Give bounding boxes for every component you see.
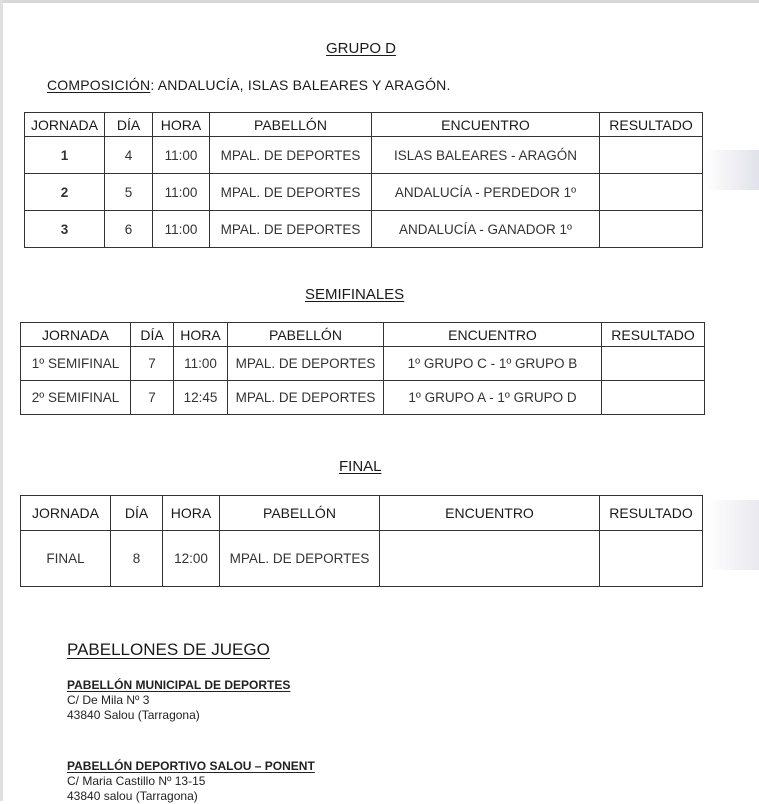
hora-cell: 12:00	[163, 531, 220, 587]
table-header-row	[25, 113, 703, 137]
encuentro-cell: 1º GRUPO A - 1º GRUPO D	[384, 381, 602, 415]
pabellon-cell: MPAL. DE DEPORTES	[220, 531, 380, 587]
jornada-cell: 3	[25, 211, 105, 248]
table-header-row	[21, 496, 703, 531]
venue-name: PABELLÓN MUNICIPAL DE DEPORTES	[67, 678, 291, 692]
column-header: DÍA	[105, 113, 153, 137]
table-row	[21, 347, 705, 381]
pabellon-cell: MPAL. DE DEPORTES	[228, 347, 384, 381]
venue-address: C/ Maria Castillo Nº 13-15	[67, 774, 206, 788]
table-row	[25, 174, 703, 211]
hora-cell: 12:45	[174, 381, 228, 415]
column-header: ENCUENTRO	[384, 323, 602, 347]
dia-cell: 5	[105, 174, 153, 211]
resultado-cell	[600, 531, 703, 587]
jornada-cell: 1º SEMIFINAL	[21, 347, 131, 381]
pabellon-cell: MPAL. DE DEPORTES	[228, 381, 384, 415]
column-header: RESULTADO	[600, 113, 703, 137]
dia-cell: 7	[131, 381, 174, 415]
resultado-cell	[602, 381, 705, 415]
page-top-edge	[0, 0, 759, 3]
table-row	[25, 137, 703, 174]
pabellon-cell: MPAL. DE DEPORTES	[210, 211, 372, 248]
column-header: HORA	[174, 323, 228, 347]
hora-cell: 11:00	[174, 347, 228, 381]
pabellones-title: PABELLONES DE JUEGO	[67, 640, 270, 659]
resultado-cell	[602, 347, 705, 381]
column-header: RESULTADO	[600, 496, 703, 531]
table-header-row	[21, 323, 705, 347]
column-header: PABELLÓN	[228, 323, 384, 347]
semifinales-title: SEMIFINALES	[305, 286, 405, 303]
encuentro-cell: 1º GRUPO C - 1º GRUPO B	[384, 347, 602, 381]
dia-cell: 4	[105, 137, 153, 174]
column-header: HORA	[163, 496, 220, 531]
hora-cell: 11:00	[153, 137, 210, 174]
dia-cell: 8	[111, 531, 163, 587]
venue-city: 43840 Salou (Tarragona)	[67, 708, 200, 722]
column-header: JORNADA	[25, 113, 105, 137]
final-title: FINAL	[339, 458, 382, 475]
table-row	[21, 381, 705, 415]
pabellon-cell: MPAL. DE DEPORTES	[210, 174, 372, 211]
jornada-cell: 2	[25, 174, 105, 211]
dia-cell: 6	[105, 211, 153, 248]
column-header: ENCUENTRO	[372, 113, 600, 137]
column-header: PABELLÓN	[210, 113, 372, 137]
jornada-cell: 2º SEMIFINAL	[21, 381, 131, 415]
table-row	[21, 531, 703, 587]
venue-address: C/ De Mila Nº 3	[67, 693, 150, 707]
grupo-d-title: GRUPO D	[326, 40, 397, 57]
composicion-line	[47, 77, 451, 93]
column-header: RESULTADO	[602, 323, 705, 347]
encuentro-cell: ANDALUCÍA - PERDEDOR 1º	[372, 174, 600, 211]
semifinales-table	[20, 322, 705, 415]
venue-name: PABELLÓN DEPORTIVO SALOU – PONENT	[67, 759, 315, 773]
final-table	[20, 495, 703, 587]
encuentro-cell: ISLAS BALEARES - ARAGÓN	[372, 137, 600, 174]
column-header: HORA	[153, 113, 210, 137]
composicion-label: COMPOSICIÓN	[47, 77, 151, 93]
resultado-cell	[600, 137, 703, 174]
encuentro-cell	[380, 531, 600, 587]
table-row	[25, 211, 703, 248]
column-header: JORNADA	[21, 323, 131, 347]
column-header: DÍA	[131, 323, 174, 347]
column-header: DÍA	[111, 496, 163, 531]
column-header: JORNADA	[21, 496, 111, 531]
pabellon-cell: MPAL. DE DEPORTES	[210, 137, 372, 174]
page-left-edge	[0, 0, 3, 801]
resultado-cell	[600, 211, 703, 248]
scan-artifact	[707, 500, 759, 570]
column-header: ENCUENTRO	[380, 496, 600, 531]
grupo-d-table	[24, 112, 703, 248]
venue-block	[67, 678, 290, 723]
dia-cell: 7	[131, 347, 174, 381]
scan-artifact	[705, 150, 759, 190]
column-header: PABELLÓN	[220, 496, 380, 531]
venue-block	[67, 759, 315, 804]
jornada-cell: 1	[25, 137, 105, 174]
hora-cell: 11:00	[153, 211, 210, 248]
resultado-cell	[600, 174, 703, 211]
encuentro-cell: ANDALUCÍA - GANADOR 1º	[372, 211, 600, 248]
composicion-value: : ANDALUCÍA, ISLAS BALEARES Y ARAGÓN.	[150, 77, 451, 93]
hora-cell: 11:00	[153, 174, 210, 211]
venue-city: 43840 salou (Tarragona)	[67, 789, 198, 803]
jornada-cell: FINAL	[21, 531, 111, 587]
